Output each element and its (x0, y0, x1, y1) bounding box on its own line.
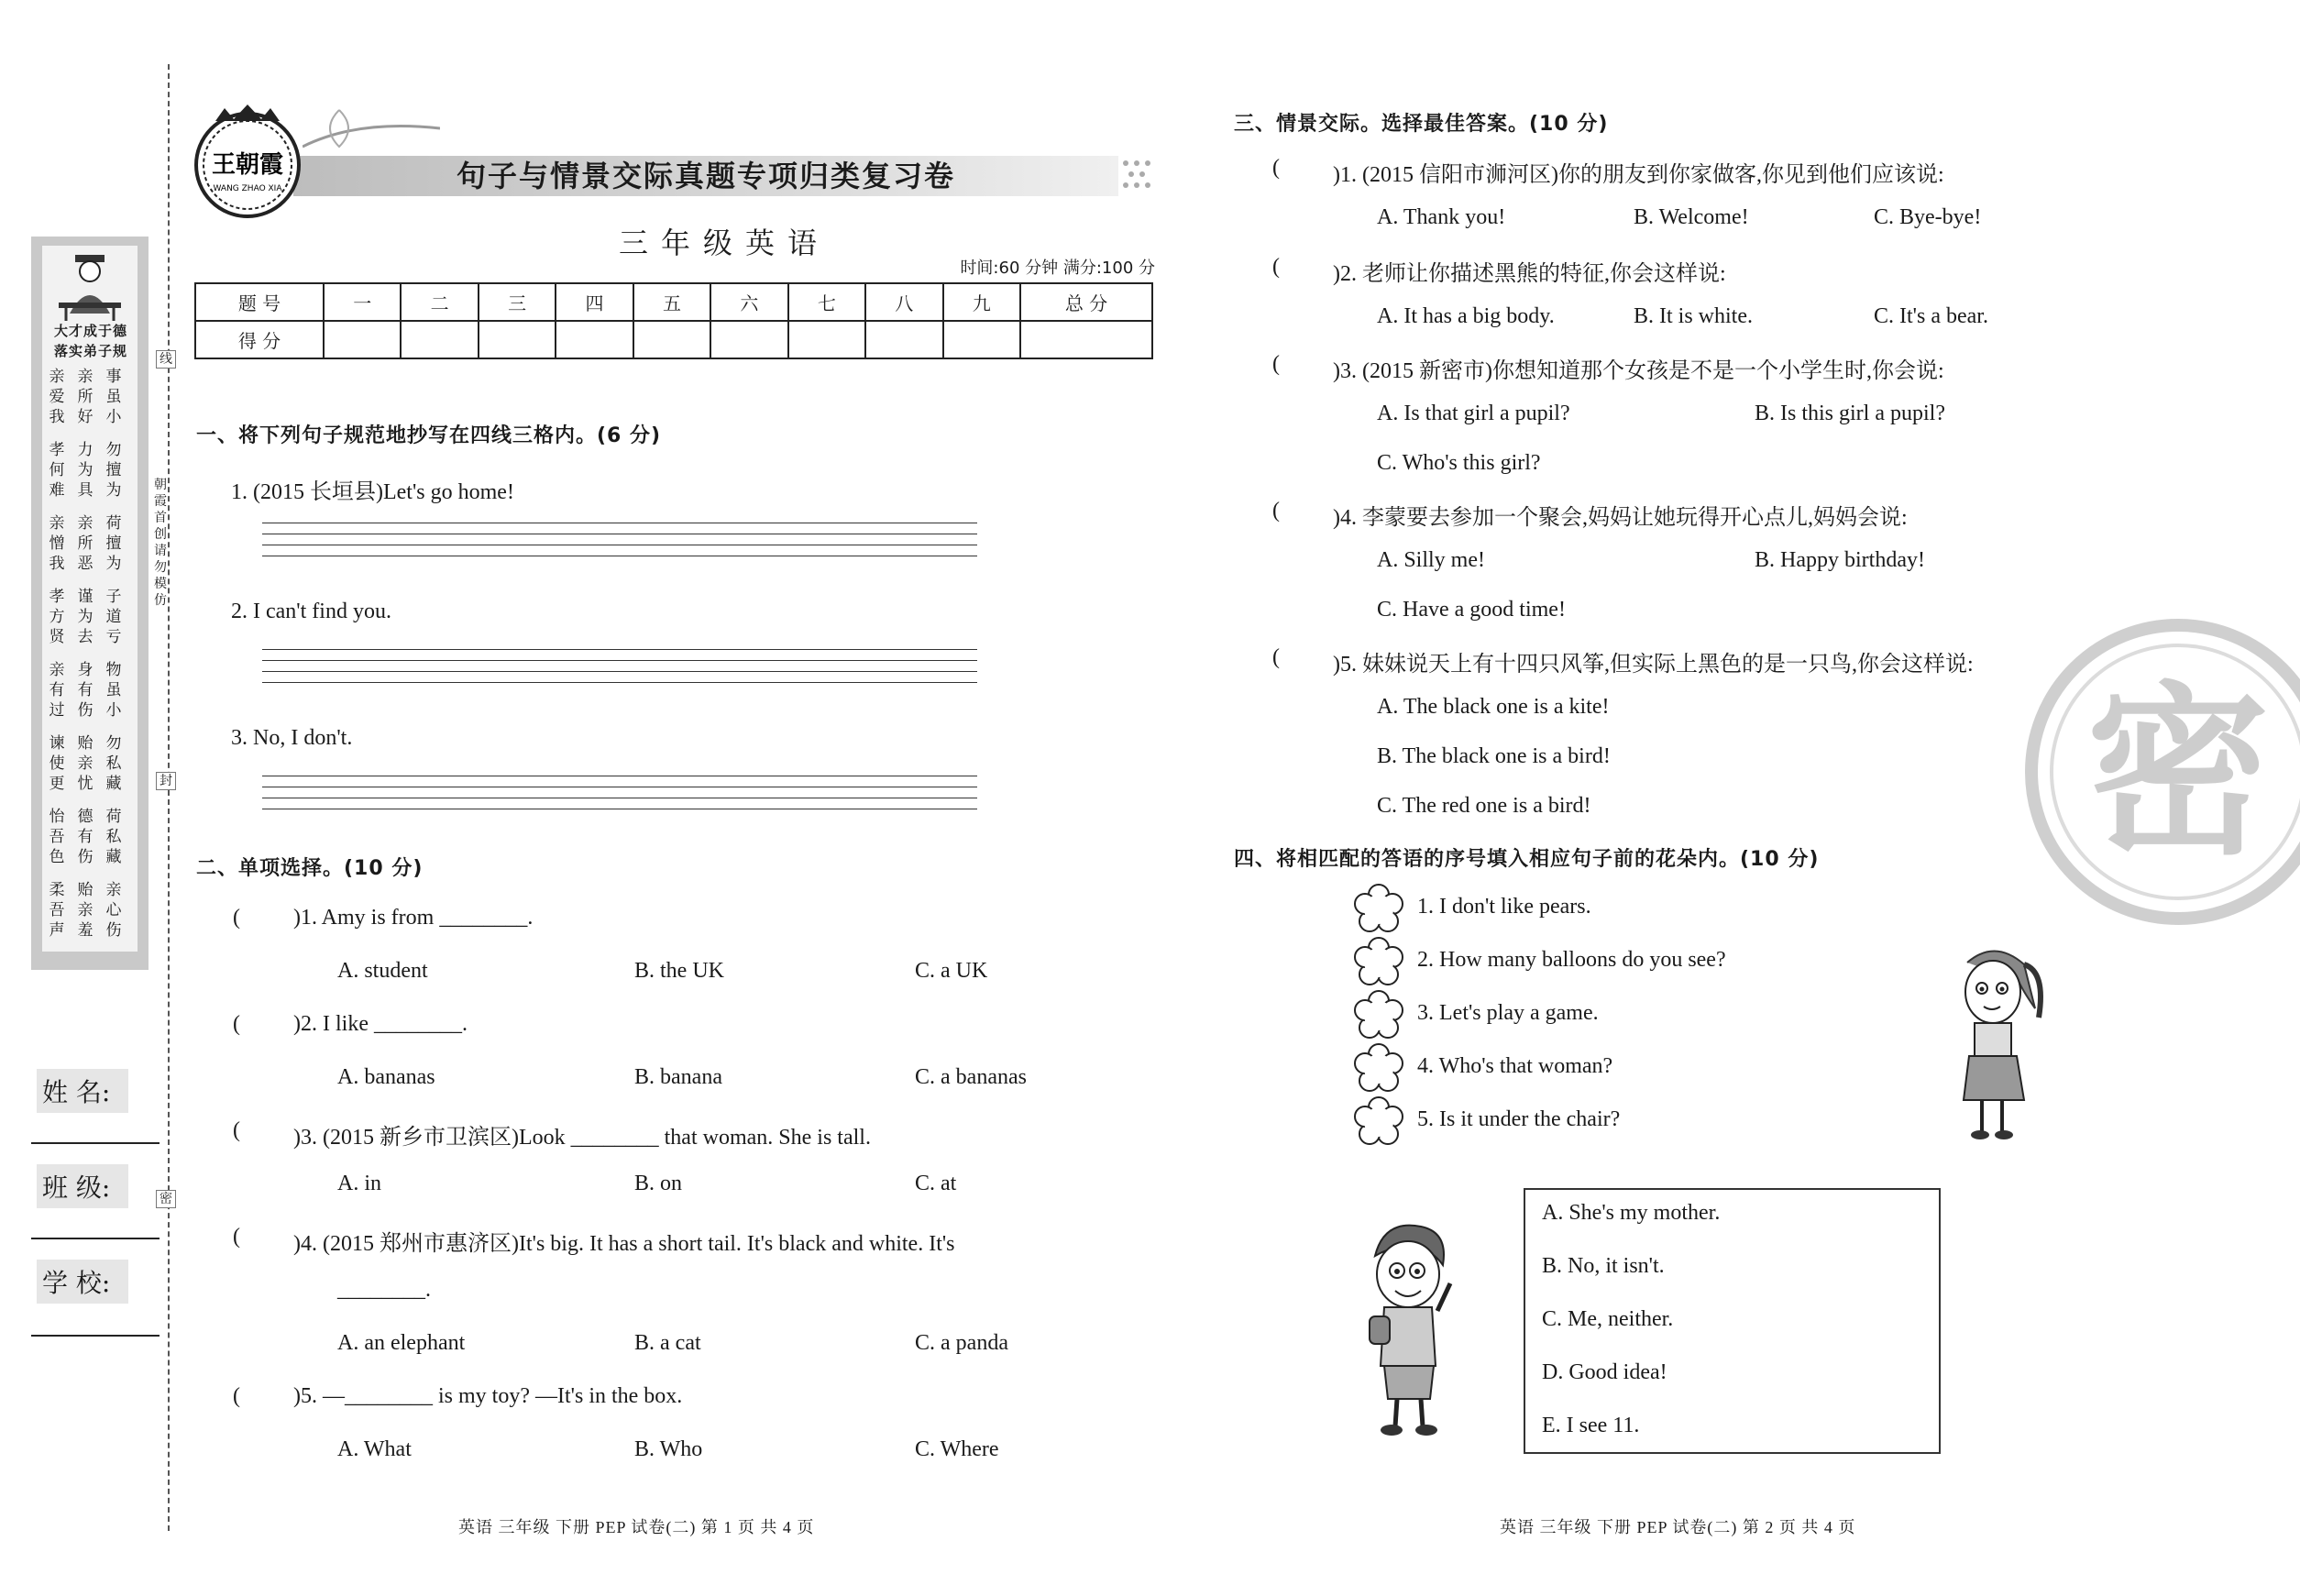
verse-line: 难具为 (49, 481, 135, 500)
ribbon-decoration-icon (303, 101, 440, 156)
score-cell: 八 (865, 283, 942, 321)
score-input[interactable] (479, 321, 556, 358)
verse-group (48, 660, 136, 721)
score-cell: 二 (401, 283, 478, 321)
score-input-row (195, 321, 1152, 358)
verse-group (48, 513, 136, 574)
answer-paren[interactable]: ( (1272, 352, 1280, 376)
boy-cartoon-icon (1348, 1219, 1467, 1439)
option[interactable]: C. at (915, 1172, 957, 1195)
verse-line: 谏贻勿 (49, 734, 135, 753)
option[interactable]: B. the UK (634, 959, 724, 983)
section2-question: )5. —________ is my toy? —It's in the box. (293, 1384, 683, 1408)
section3-question: )2. 老师让你描述黑熊的特征,你会这样说: (1333, 262, 1726, 286)
section3-question: )1. (2015 信阳市浉河区)你的朋友到你家做客,你见到他们应该说: (1333, 163, 1944, 187)
option[interactable]: C. It's a bear. (1874, 304, 1988, 328)
verse-group (48, 440, 136, 501)
score-input[interactable] (633, 321, 710, 358)
option[interactable]: B. Is this girl a pupil? (1755, 402, 1945, 425)
time-info: 时间:60 分钟 满分:100 分 (960, 259, 1155, 278)
verse-line: 更忧藏 (49, 775, 135, 793)
option[interactable]: C. a UK (915, 959, 988, 983)
verse-line: 憎所擅 (49, 534, 135, 553)
scholar-illustration-icon (53, 249, 127, 323)
option[interactable]: A. bananas (337, 1065, 435, 1089)
option[interactable]: A. an elephant (337, 1331, 466, 1355)
section2-question: )3. (2015 新乡市卫滨区)Look ________ that woman. She is tall. (293, 1126, 871, 1150)
section4-question: 3. Let's play a game. (1417, 1001, 1599, 1025)
verse-line: 何为擅 (49, 461, 135, 479)
score-input[interactable] (1020, 321, 1152, 358)
name-field[interactable] (31, 1142, 160, 1144)
option[interactable]: B. It is white. (1634, 304, 1753, 328)
verse-line: 声羞伤 (49, 921, 135, 940)
option[interactable]: B. Who (634, 1437, 703, 1461)
side-note: 朝霞首创 请勿模仿 (154, 478, 167, 608)
option[interactable]: A. student (337, 959, 428, 983)
verse-line: 我好小 (49, 408, 135, 426)
verse-group (48, 807, 136, 867)
seal-text: 密 (2085, 666, 2271, 880)
option[interactable]: C. The red one is a bird! (1377, 794, 1591, 818)
score-cell: 五 (633, 283, 710, 321)
option[interactable]: C. Who's this girl? (1377, 451, 1541, 475)
brand-logo-icon (188, 101, 307, 220)
answer-paren[interactable]: ( (1272, 156, 1280, 180)
score-input[interactable] (401, 321, 478, 358)
section1-item-3: 3. No, I don't. (231, 726, 353, 750)
section1-item-1: 1. (2015 长垣县)Let's go home! (231, 480, 514, 504)
verse-line: 爱所虽 (49, 388, 135, 406)
answer-paren[interactable]: ( (233, 1012, 240, 1036)
flower-answer-icon[interactable] (1353, 990, 1404, 1041)
flower-answer-icon[interactable] (1353, 1096, 1404, 1148)
flower-answer-icon[interactable] (1353, 1043, 1404, 1095)
verse-line: 亲身物 (49, 661, 135, 679)
score-input[interactable] (710, 321, 787, 358)
subject-title: 三年级英语 (618, 226, 830, 260)
verse-line: 方为道 (49, 608, 135, 626)
section3-question: )3. (2015 新密市)你想知道那个女孩是不是一个小学生时,你会说: (1333, 359, 1944, 383)
score-cell: 七 (788, 283, 865, 321)
section2-question: )1. Amy is from ________. (293, 906, 534, 930)
score-cell: 九 (943, 283, 1021, 321)
classic-verse (48, 367, 136, 953)
option[interactable]: C. Where (915, 1437, 999, 1461)
section2-heading: 二、单项选择。(10 分) (196, 857, 424, 880)
verse-line: 过伤小 (49, 701, 135, 720)
answer-option: B. No, it isn't. (1542, 1254, 1665, 1278)
cut-line (168, 64, 170, 1531)
verse-line: 我恶为 (49, 555, 135, 573)
answer-paren[interactable]: ( (233, 906, 240, 930)
dot-pattern-icon (1120, 158, 1157, 194)
verse-line: 吾有私 (49, 828, 135, 846)
answer-paren[interactable]: ( (233, 1118, 240, 1142)
class-field[interactable] (31, 1238, 160, 1239)
page-title: 句子与情景交际真题专项归类复习卷 (456, 159, 955, 193)
score-row-label: 得 分 (195, 321, 324, 358)
class-label: 班 级: (37, 1164, 128, 1208)
verse-line: 使亲私 (49, 754, 135, 773)
cut-mark-secret: 密 (156, 1190, 176, 1208)
school-field[interactable] (31, 1335, 160, 1337)
option[interactable]: A. What (337, 1437, 412, 1461)
option[interactable]: A. It has a big body. (1377, 304, 1555, 328)
flower-answer-icon[interactable] (1353, 884, 1404, 935)
section4-question: 2. How many balloons do you see? (1417, 948, 1726, 972)
section4-question: 4. Who's that woman? (1417, 1054, 1613, 1078)
score-cell: 四 (556, 283, 633, 321)
option[interactable]: A. Thank you! (1377, 205, 1506, 229)
option[interactable]: A. in (337, 1172, 381, 1195)
answer-paren[interactable]: ( (1272, 645, 1280, 669)
score-input[interactable] (324, 321, 401, 358)
footer-page-2: 英语 三年级 下册 PEP 试卷(二) 第 2 页 共 4 页 (1500, 1518, 1856, 1536)
name-label: 姓 名: (37, 1069, 128, 1113)
section4-question: 5. Is it under the chair? (1417, 1107, 1621, 1131)
section1-item-2: 2. I can't find you. (231, 600, 391, 623)
verse-line: 孝谨子 (49, 588, 135, 606)
score-cell: 题 号 (195, 283, 324, 321)
score-table (194, 282, 1153, 359)
answer-paren[interactable]: ( (233, 1384, 240, 1408)
verse-line: 有有虽 (49, 681, 135, 699)
score-input[interactable] (556, 321, 633, 358)
verse-line: 柔贻亲 (49, 881, 135, 899)
score-cell: 总 分 (1020, 283, 1152, 321)
verse-line: 亲亲事 (49, 368, 135, 386)
motto-line-2: 落实弟子规 (53, 343, 127, 359)
section3-question: )4. 李蒙要去参加一个聚会,妈妈让她玩得开心点儿,妈妈会说: (1333, 506, 1908, 530)
answer-paren[interactable]: ( (1272, 255, 1280, 279)
score-cell: 一 (324, 283, 401, 321)
option[interactable]: A. Is that girl a pupil? (1377, 402, 1570, 425)
verse-line: 贤去亏 (49, 628, 135, 646)
option[interactable]: C. Bye-bye! (1874, 205, 1982, 229)
score-header-row (195, 283, 1152, 321)
option[interactable]: A. Silly me! (1377, 548, 1485, 572)
section1-heading: 一、将下列句子规范地抄写在四线三格内。(6 分) (196, 424, 662, 447)
logo-sub: WANG ZHAO XIA (213, 184, 282, 193)
four-line-writing-area[interactable] (262, 649, 977, 691)
answer-option: E. I see 11. (1542, 1414, 1640, 1437)
verse-group (48, 587, 136, 647)
answer-option: D. Good idea! (1542, 1360, 1667, 1384)
section3-heading: 三、情景交际。选择最佳答案。(10 分) (1234, 113, 1609, 136)
four-line-writing-area[interactable] (262, 523, 977, 565)
girl-cartoon-icon (1940, 944, 2050, 1146)
option[interactable]: B. Happy birthday! (1755, 548, 1925, 572)
answer-paren[interactable]: ( (1272, 499, 1280, 523)
section2-question-cont: ________. (337, 1278, 431, 1302)
verse-group (48, 880, 136, 941)
section4-question: 1. I don't like pears. (1417, 895, 1591, 919)
section2-question: )4. (2015 郑州市惠济区)It's big. It has a short tail. It's black and white. It's (293, 1232, 955, 1256)
option[interactable]: C. a bananas (915, 1065, 1027, 1089)
section2-question: )2. I like ________. (293, 1012, 468, 1036)
motto-line-1: 大才成于德 (53, 323, 127, 339)
flower-answer-icon[interactable] (1353, 937, 1404, 988)
verse-group (48, 733, 136, 794)
score-input[interactable] (865, 321, 942, 358)
verse-line: 孝力勿 (49, 441, 135, 459)
verse-group (48, 367, 136, 427)
score-cell: 三 (479, 283, 556, 321)
verse-line: 吾亲心 (49, 901, 135, 919)
score-input[interactable] (943, 321, 1021, 358)
section4-heading: 四、将相匹配的答语的序号填入相应句子前的花朵内。(10 分) (1234, 848, 1820, 871)
option[interactable]: C. a panda (915, 1331, 1008, 1355)
verse-line: 怡德荷 (49, 808, 135, 826)
footer-page-1: 英语 三年级 下册 PEP 试卷(二) 第 1 页 共 4 页 (458, 1518, 815, 1536)
option[interactable]: A. The black one is a kite! (1377, 695, 1610, 719)
section3-question: )5. 妹妹说天上有十四只风筝,但实际上黑色的是一只鸟,你会这样说: (1333, 653, 1974, 677)
answer-paren[interactable]: ( (233, 1225, 240, 1249)
option[interactable]: C. Have a good time! (1377, 598, 1566, 622)
answer-option: A. She's my mother. (1542, 1201, 1721, 1225)
option[interactable]: B. Welcome! (1634, 205, 1749, 229)
confidential-seal-icon (2022, 616, 2300, 928)
school-label: 学 校: (37, 1260, 128, 1304)
logo-text: 王朝霞 (211, 151, 284, 179)
option[interactable]: B. a cat (634, 1331, 701, 1355)
score-cell: 六 (710, 283, 787, 321)
option[interactable]: B. banana (634, 1065, 722, 1089)
option[interactable]: B. on (634, 1172, 683, 1195)
four-line-writing-area[interactable] (262, 776, 977, 818)
cut-mark-seal: 封 (156, 772, 176, 790)
option[interactable]: B. The black one is a bird! (1377, 744, 1611, 768)
verse-line: 色伤藏 (49, 848, 135, 866)
answer-option: C. Me, neither. (1542, 1307, 1674, 1331)
cut-mark-line: 线 (156, 350, 176, 369)
verse-line: 亲亲荷 (49, 514, 135, 533)
score-input[interactable] (788, 321, 865, 358)
